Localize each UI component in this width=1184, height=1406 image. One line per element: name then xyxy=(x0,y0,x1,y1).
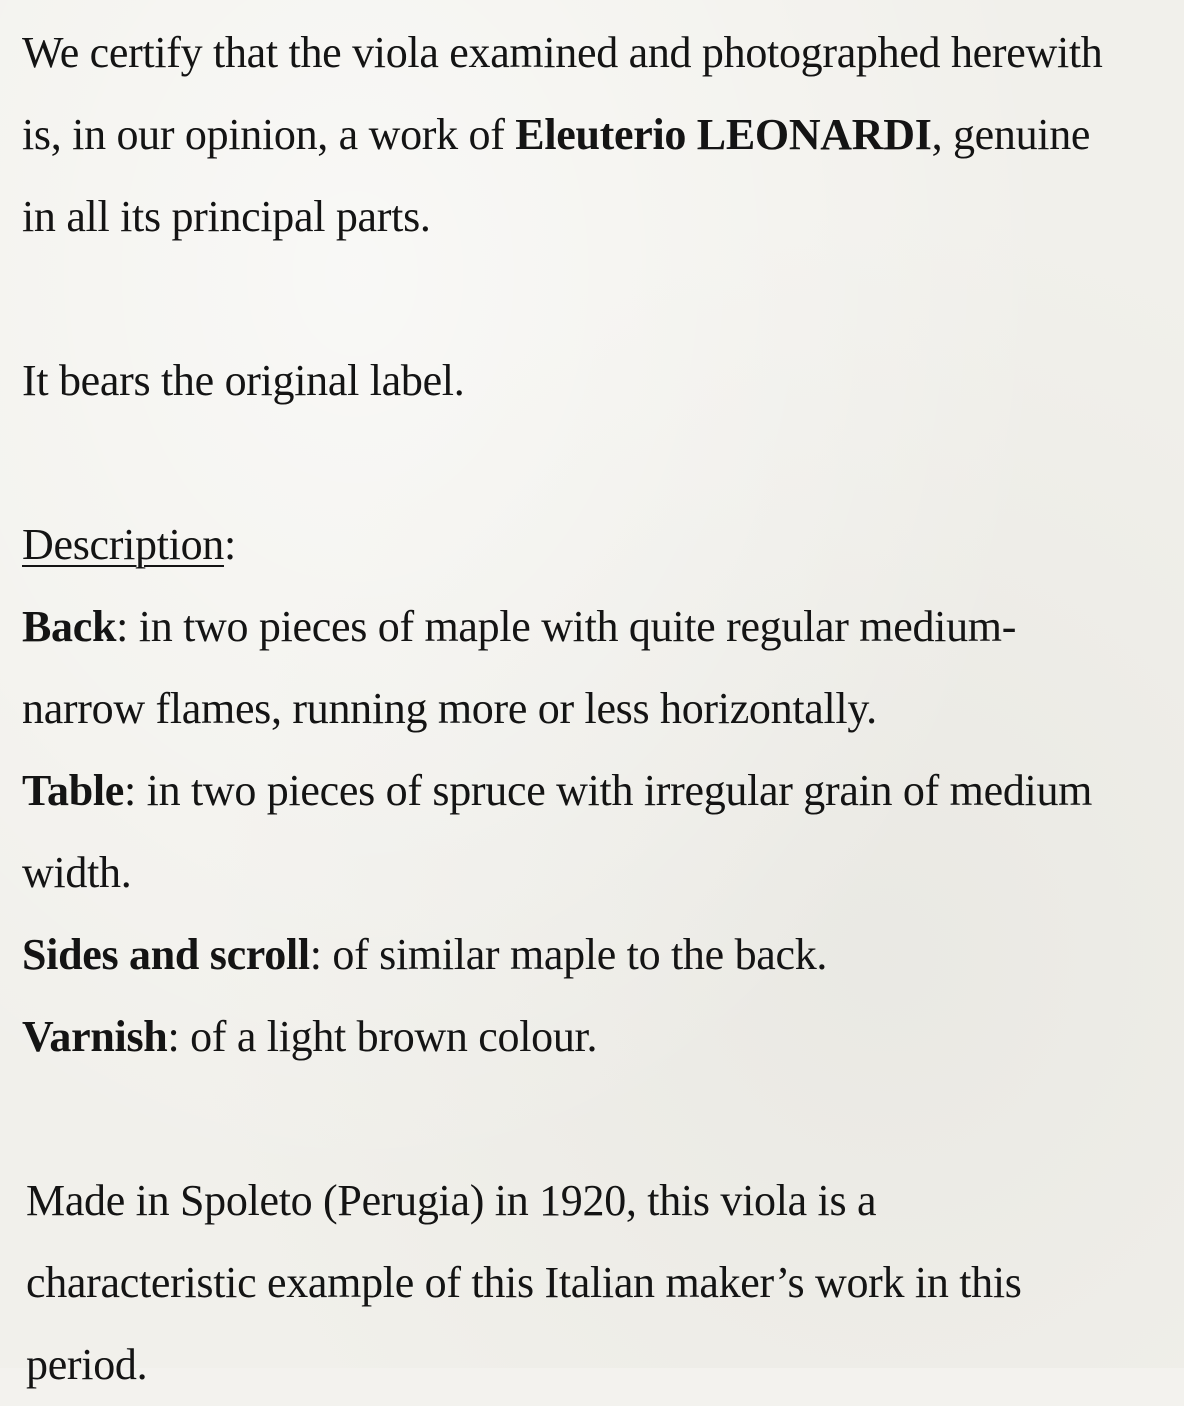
table-term: Table xyxy=(22,766,125,815)
certificate-body xyxy=(22,12,1172,1406)
varnish-line xyxy=(22,996,1172,1078)
table-text-1: : in two pieces of spruce with irregular grain of medium xyxy=(124,766,1093,815)
maker-name: Eleuterio LEONARDI xyxy=(515,110,932,159)
back-text-1: : in two pieces of maple with quite regular medium- xyxy=(116,602,1017,651)
description-heading-colon: : xyxy=(223,520,236,569)
spacer xyxy=(22,422,1172,504)
label-statement: It bears the original label. xyxy=(22,356,465,405)
back-line-2: narrow flames, running more or less horizontally. xyxy=(22,684,877,733)
varnish-term: Varnish xyxy=(22,1012,168,1061)
spacer xyxy=(22,258,1172,340)
table-line-2: width. xyxy=(22,848,132,897)
conclusion-line-3: period. xyxy=(26,1340,148,1389)
sides-text: : of similar maple to the back. xyxy=(309,930,828,979)
description-heading: Description xyxy=(22,520,224,569)
sides-term: Sides and scroll xyxy=(22,930,310,979)
intro-line-2-start: is, in our opinion, a work of xyxy=(22,110,516,159)
intro-line-1: We certify that the viola examined and photographed herewith xyxy=(22,28,1103,77)
intro-line-3: in all its principal parts. xyxy=(22,192,431,241)
back-term: Back xyxy=(22,602,117,651)
conclusion-line-1: Made in Spoleto (Perugia) in 1920, this viola is a xyxy=(26,1176,877,1225)
back-line-1 xyxy=(22,586,1172,668)
table-line-1 xyxy=(22,750,1172,832)
spacer xyxy=(22,1078,1172,1160)
description-heading-line xyxy=(22,504,1172,586)
intro-line-2-end: , genuine xyxy=(931,110,1091,159)
varnish-text: : of a light brown colour. xyxy=(167,1012,598,1061)
conclusion-line-2: characteristic example of this Italian maker’s work in this xyxy=(26,1258,1022,1307)
sides-line xyxy=(22,914,1172,996)
intro-line-2 xyxy=(22,94,1172,176)
